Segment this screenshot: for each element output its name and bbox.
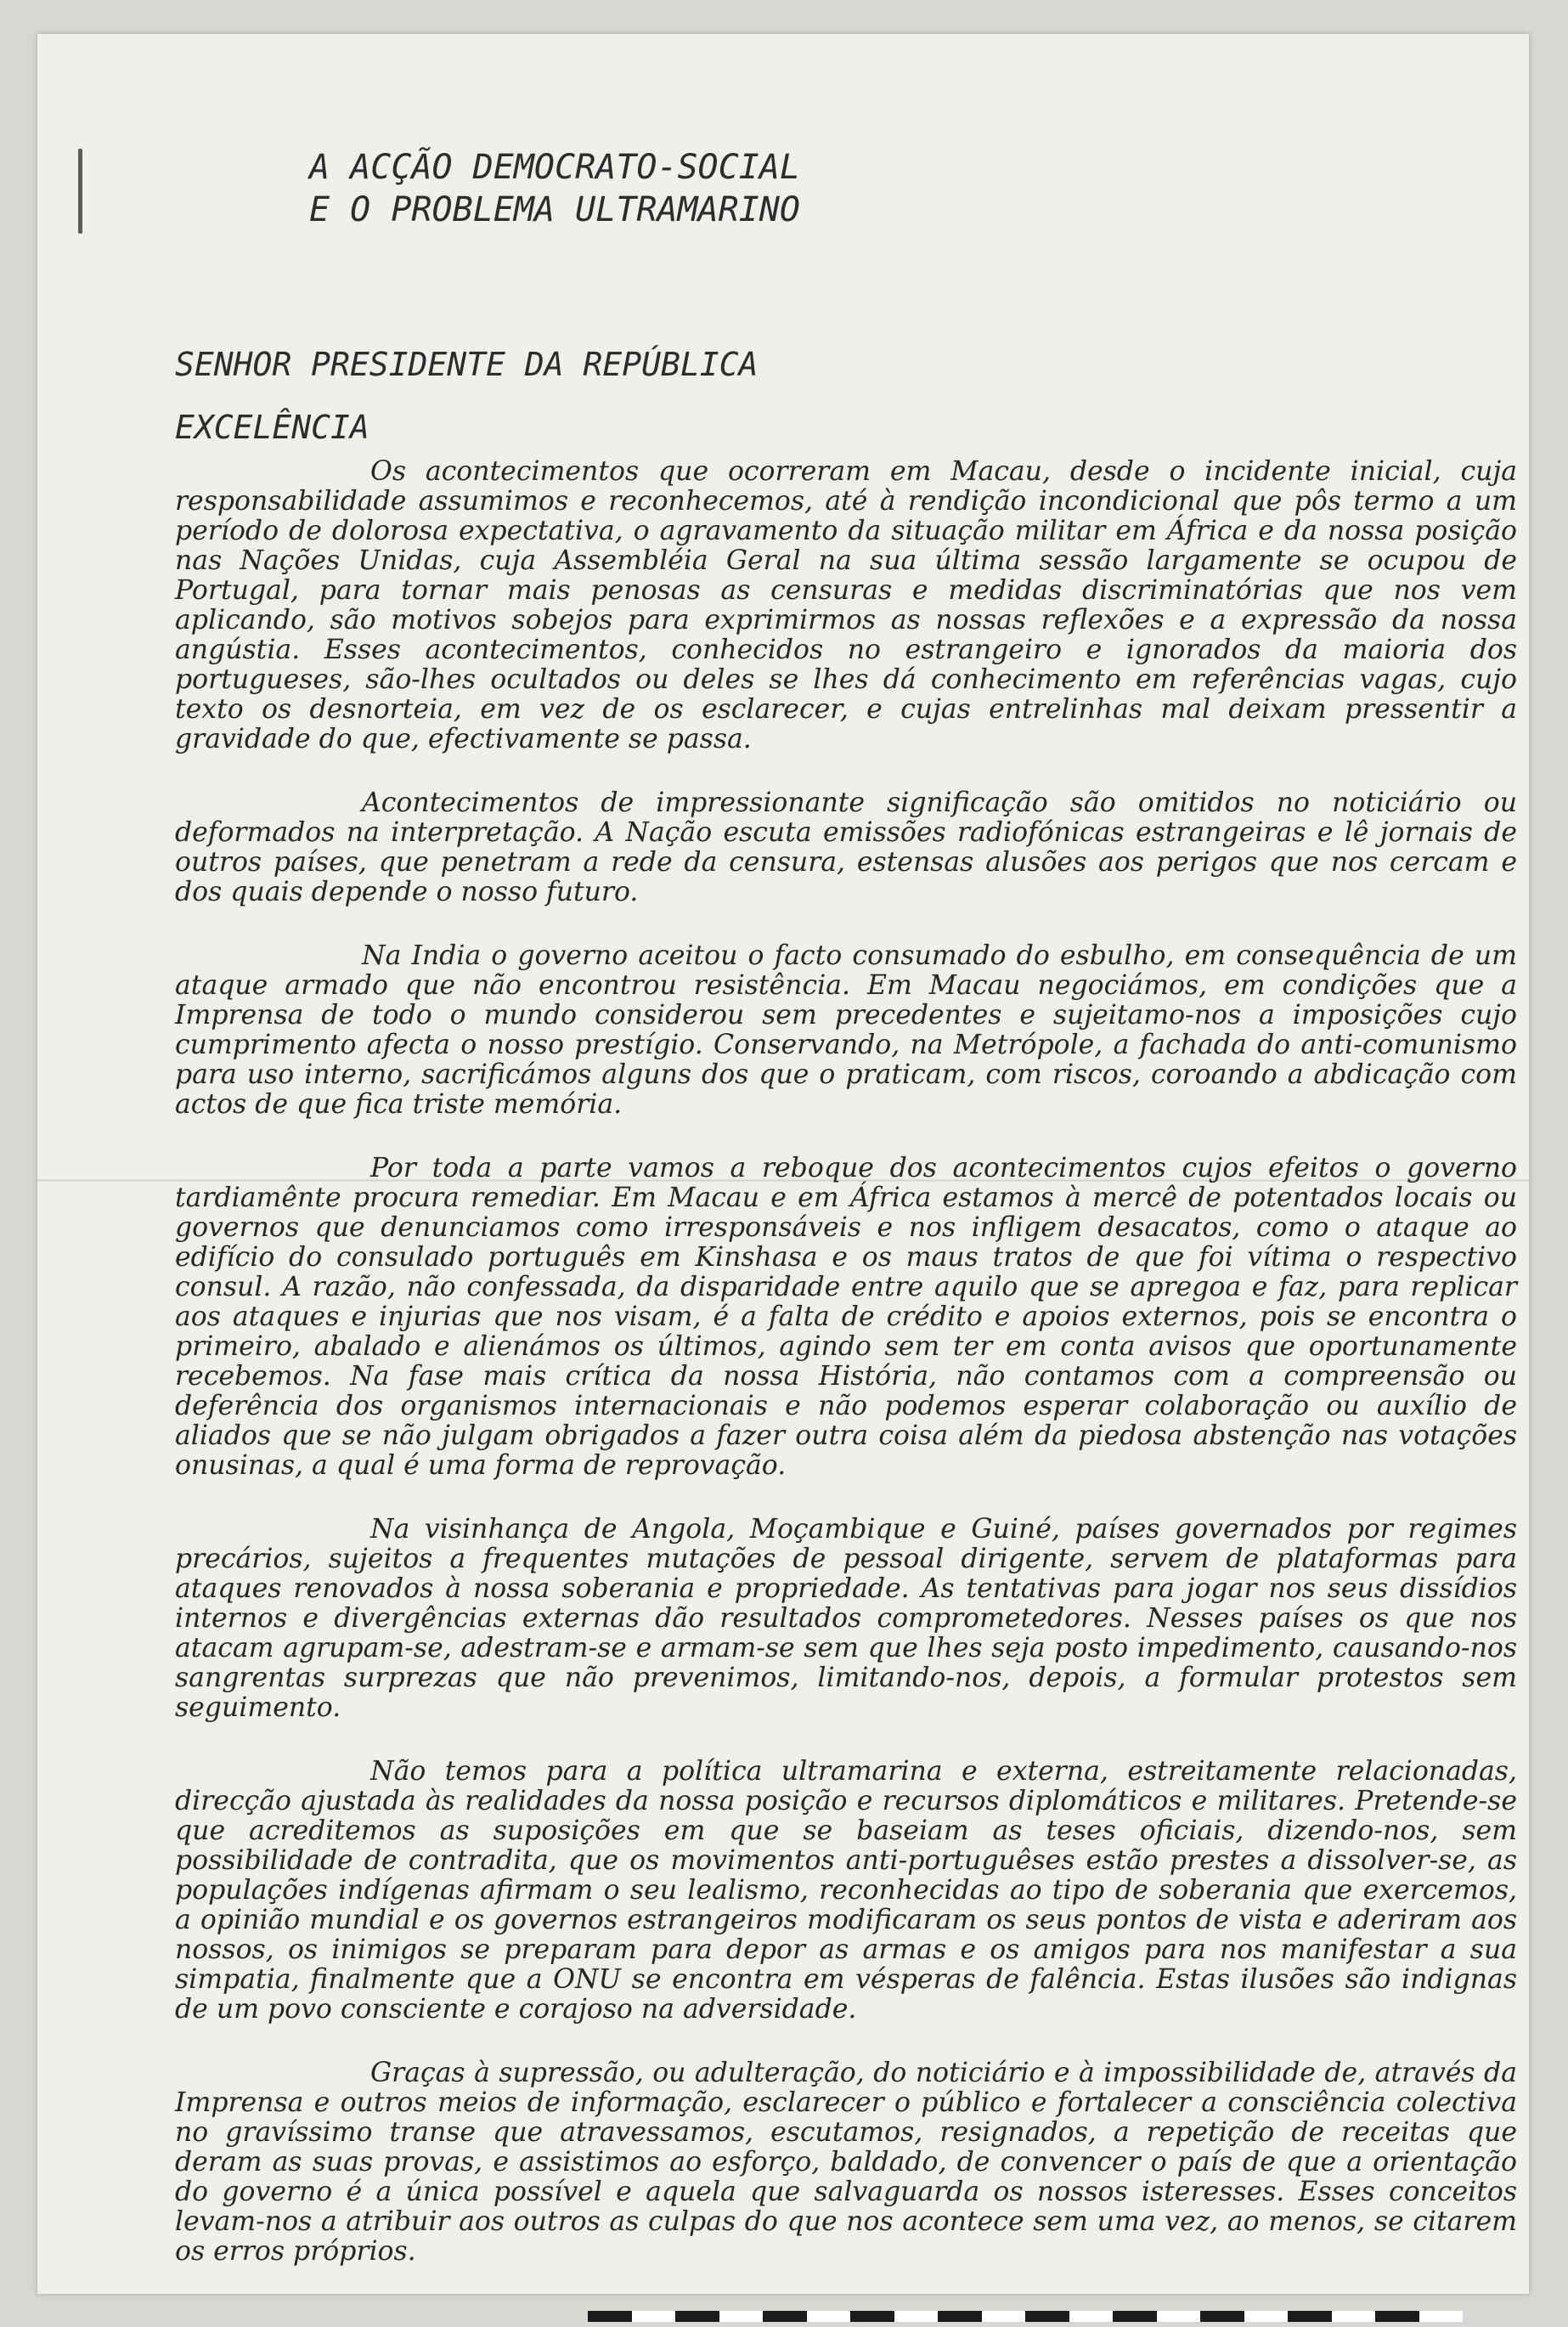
- paragraph: Os acontecimentos que ocorreram em Macau, desde o incidente inicial, cuja responsabilidade assumimos e reconhecemos, até à rendição incondicional que pôs termo a um período de dolorosa expectativa, o agravamento da situação militar em África e da nossa posição nas Nações Unidas, cuja Assembléia Geral na sua última sessão largamente se ocupou de Portugal, para tornar mais penosas as censuras e medidas discriminatórias que nos vem aplicando, são motivos sobejos para exprimirmos as nossas reflexões e a expressão da nossa angústia. Esses acontecimentos, conhecidos no estrangeiro e ignorados da maioria dos portugueses, são-lhes ocultados ou deles se lhes dá conhecimento em referências vagas, cujo texto os desnorteia, em vez de os esclarecer, e cujas entrelinhas mal deixam pressentir a gravidade do que, efectivamente se passa.: [175, 456, 1517, 754]
- paragraph: Na India o governo aceitou o facto consumado do esbulho, em consequência de um ataque armado que não encontrou resistência. Em Macau negociámos, em condições que a Imprensa de todo o mundo considerou sem precedentes e sujeitamo-nos a imposições cujo cumprimento afecta o nosso prestígio. Conservando, na Metrópole, a fachada do anti-comunismo para uso interno, sacrificámos alguns dos que o praticam, com riscos, coroando a abdicação com actos de que fica triste memória.: [175, 940, 1517, 1120]
- title-line-2: E O PROBLEMA ULTRAMARINO: [309, 190, 800, 229]
- document-title: [37, 146, 1529, 231]
- paragraph: Na visinhança de Angola, Moçambique e Guiné, países governados por regimes precários, sujeitos a frequentes mutações de pessoal dirigente, servem de plataformas para ataques renovados à nossa soberania e propriedade. As tentativas para jogar nos seus dissídios internos e divergências externas dão resultados comprometedores. Nesses países os que nos atacam agrupam-se, adestram-se e armam-se sem que lhes seja posto impedimento, causando-nos sangrentas surprezas que não prevenimos, limitando-nos, depois, a formular protestos sem seguimento.: [175, 1514, 1517, 1723]
- scan-scale-bar: [588, 2311, 1463, 2322]
- title-line-1: A ACÇÃO DEMOCRATO-SOCIAL: [309, 148, 800, 187]
- salutation: SENHOR PRESIDENTE DA REPÚBLICA: [175, 346, 759, 383]
- paragraph: Acontecimentos de impressionante significação são omitidos no noticiário ou deformados na interpretação. A Nação escuta emissões radiofónicas estrangeiras e lê jornais de outros países, que penetram a rede da censura, estensas alusões aos perigos que nos cercam e dos quais depende o nosso futuro.: [175, 788, 1517, 907]
- paragraph: Por toda a parte vamos a reboque dos acontecimentos cujos efeitos o governo tardiamênte procura remediar. Em Macau e em África estamos à mercê de potentados locais ou governos que denunciamos como irresponsáveis e nos infligem desacatos, como o ataque ao edifício do consulado português em Kinshasa e os maus tratos de que foi vítima o respectivo consul. A razão, não confessada, da disparidade entre aquilo que se apregoa e faz, para replicar aos ataques e injurias que nos visam, é a falta de crédito e apoios externos, pois se encontra o primeiro, abalado e alienámos os últimos, agindo sem ter em conta avisos que oportunamente recebemos. Na fase mais crítica da nossa História, não contamos com a compreensão ou deferência dos organismos internacionais e não podemos esperar colaboração ou auxílio de aliados que se não julgam obrigados a fazer outra coisa além da piedosa abstenção nas votações onusinas, a qual é uma forma de reprovação.: [175, 1153, 1517, 1481]
- document-page: [37, 34, 1529, 2294]
- salutation-block: [175, 333, 758, 459]
- address: EXCELÊNCIA: [175, 409, 369, 446]
- paragraph: Graças à supressão, ou adulteração, do noticiário e à impossibilidade de, através da Imprensa e outros meios de informação, esclarecer o público e fortalecer a consciência colectiva no gravíssimo transe que atravessamos, escutamos, resignados, a repetição de receitas que deram as suas provas, e assistimos ao esforço, baldado, de convencer o país de que a orientação do governo é a única possível e aquela que salvaguarda os nossos isteresses. Esses conceitos levam-nos a atribuir aos outros as culpas do que nos acontece sem uma vez, ao menos, se citarem os erros próprios.: [175, 2058, 1517, 2267]
- letter-body: [175, 457, 1517, 2294]
- paragraph: Não temos para a política ultramarina e externa, estreitamente relacionadas, direcção ajustada às realidades da nossa posição e recursos diplomáticos e militares. Pretende-se que acreditemos as suposições em que se baseiam as teses oficiais, dizendo-nos, sem possibilidade de contradita, que os movimentos anti-portuguêses estão prestes a dissolver-se, as populações indígenas afirmam o seu lealismo, reconhecidas ao tipo de soberania que exercemos, a opinião mundial e os governos estrangeiros modificaram os seus pontos de vista e aderiram aos nossos, os inimigos se preparam para depor as armas e os amigos para nos manifestar a sua simpatia, finalmente que a ONU se encontra em vésperas de falência. Estas ilusões são indignas de um povo consciente e corajoso na adversidade.: [175, 1756, 1517, 2025]
